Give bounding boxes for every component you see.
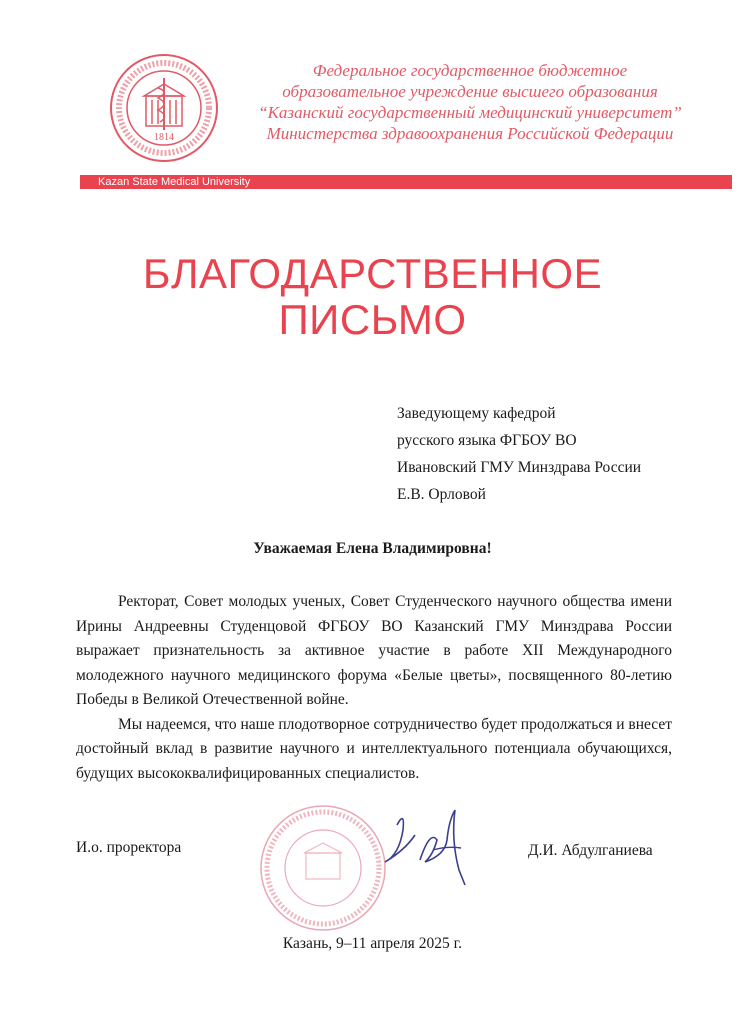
- body-paragraph: Мы надеемся, что наше плодотворное сотрудничество будет продолжаться и внесет достойный вклад в развитие научного и интеллектуального потенциала обучающихся, будущих высококвалифицированных специалистов.: [76, 715, 672, 782]
- recipient-line: Заведующему кафедрой: [397, 405, 556, 422]
- handwritten-signature: [375, 800, 475, 895]
- document-title: БЛАГОДАРСТВЕННОЕ: [142, 250, 603, 297]
- document-title-line2: ПИСЬМО: [278, 296, 467, 343]
- header-line: образовательное учреждение высшего образования: [282, 82, 658, 101]
- salutation: Уважаемая Елена Владимировна!: [253, 540, 492, 557]
- header-line: Федеральное государственное бюджетное: [312, 61, 628, 80]
- header-line: “Казанский государственный медицинский университет”: [258, 103, 682, 122]
- header-line: Министерства здравоохранения Российской Федерации: [266, 124, 674, 143]
- recipient-line: Е.В. Орловой: [397, 486, 486, 503]
- place-date: Казань, 9–11 апреля 2025 г.: [282, 935, 463, 952]
- signatory-name: Д.И. Абдулганиева: [528, 842, 653, 859]
- institution-header: [250, 60, 690, 144]
- logo-year: 1814: [154, 132, 174, 143]
- university-logo: [108, 52, 220, 164]
- letter-body: [76, 590, 672, 786]
- recipient-line: русского языка ФГБОУ ВО: [397, 432, 577, 449]
- signatory-position: И.о. проректора: [76, 839, 182, 856]
- recipient-line: Ивановский ГМУ Минздрава России: [397, 459, 642, 476]
- official-stamp: [258, 803, 388, 933]
- header-bar: [80, 175, 732, 189]
- header-bar-label: Kazan State Medical University: [98, 176, 251, 188]
- recipient-block: [397, 400, 641, 508]
- body-paragraph: Ректорат, Совет молодых ученых, Совет Студенческого научного общества имени Ирины Андреевны Студенцовой ФГБОУ ВО Казанский ГМУ Минздрава России выражает признательность за активное участие в работе XII Международного молодежного научного медицинского форума «Белые цветы», посвященного 80-летию Победы в Великой Отечественной войне.: [76, 593, 672, 708]
